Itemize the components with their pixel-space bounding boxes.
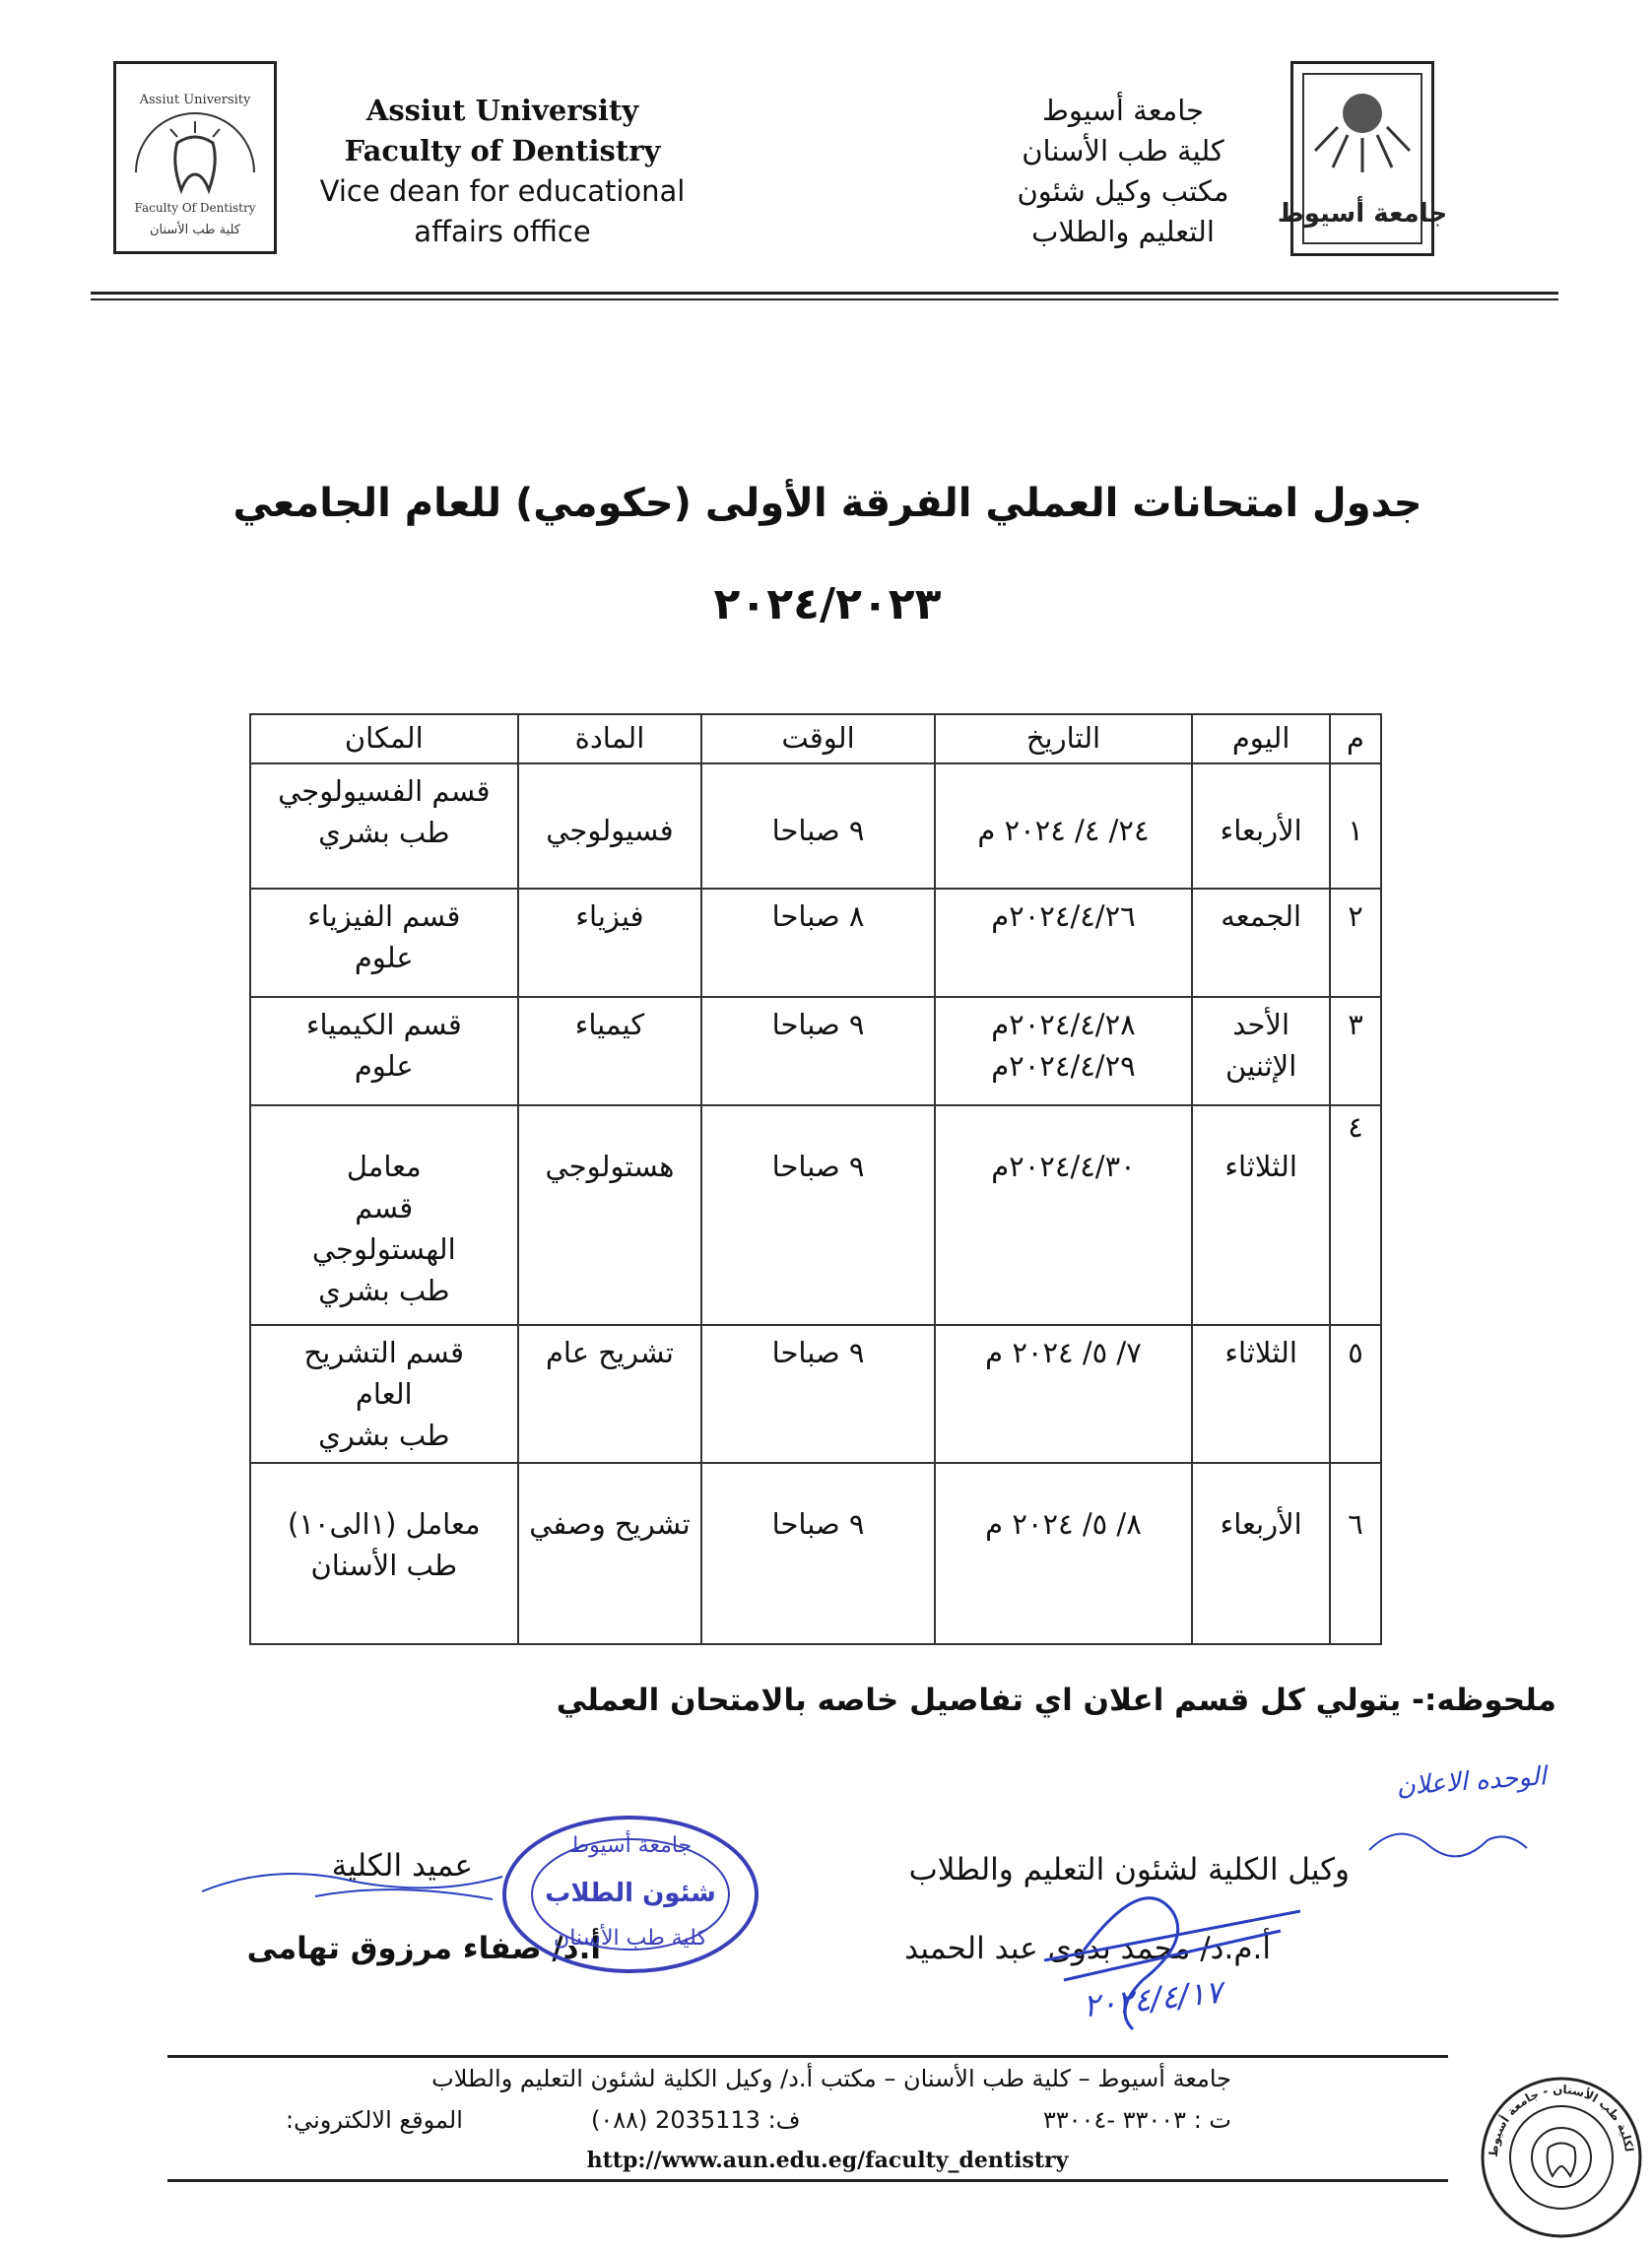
- row-date: ٨/ ٥/ ٢٠٢٤ م: [935, 1463, 1193, 1644]
- dean-signature-icon: [197, 1852, 512, 1911]
- row-day: [1192, 997, 1330, 1105]
- day-line: الإثنين: [1225, 1049, 1297, 1083]
- english-header: [296, 91, 709, 252]
- row-day: الأربعاء: [1192, 1463, 1330, 1644]
- header-ar-office-2: التعليم والطلاب: [1031, 215, 1215, 248]
- row-num: ١: [1330, 763, 1381, 889]
- place-line: قسم التشريح: [303, 1336, 465, 1369]
- table-row: [250, 889, 1381, 997]
- row-subject: فيزياء: [518, 889, 702, 997]
- header-ar-faculty: كلية طب الأسنان: [1022, 134, 1224, 167]
- header-rule-2: [91, 298, 1558, 300]
- row-time: ٩ صباحا: [701, 1105, 934, 1325]
- place-line: طب الأسنان: [310, 1549, 458, 1582]
- row-time: ٩ صباحا: [701, 997, 934, 1105]
- faculty-seal: [1478, 2074, 1645, 2241]
- day-line: الأحد: [1232, 1008, 1290, 1041]
- row-time: ٩ صباحا: [701, 1325, 934, 1463]
- col-header-num: م: [1330, 714, 1381, 763]
- row-num: ٦: [1330, 1463, 1381, 1644]
- col-header-day: اليوم: [1192, 714, 1330, 763]
- row-place: [250, 763, 518, 889]
- header-ar-office-1: مكتب وكيل شئون: [1017, 174, 1229, 208]
- row-time: ٨ صباحا: [701, 889, 934, 997]
- row-date: ٧/ ٥/ ٢٠٢٤ م: [935, 1325, 1193, 1463]
- table-row: [250, 1463, 1381, 1644]
- row-subject: تشريح عام: [518, 1325, 702, 1463]
- stamp-inner-text: كلية طب الأسنان: [554, 1926, 707, 1951]
- row-day: الأربعاء: [1192, 763, 1330, 889]
- col-header-subject: المادة: [518, 714, 702, 763]
- place-line: العام: [355, 1377, 413, 1411]
- logo-arabic-text: كلية طب الأسنان: [149, 223, 241, 237]
- vice-dean-title: وكيل الكلية لشئون التعليم والطلاب: [908, 1852, 1350, 1887]
- place-line: علوم: [354, 941, 414, 974]
- footer-phone: ت : ٣٣٠٠٣ -٣٣٠٠٤: [1042, 2106, 1231, 2134]
- row-place: [250, 889, 518, 997]
- dean-name: أ.د/ صفاء مرزوق تهامى: [246, 1931, 601, 1966]
- place-line: طب بشري: [318, 1274, 450, 1307]
- exam-note: ملحوظه:- يتولي كل قسم اعلان اي تفاصيل خاصه بالامتحان العملي: [556, 1683, 1556, 1718]
- table-row: [250, 763, 1381, 889]
- tooth-logo-icon: [116, 64, 274, 251]
- col-header-place: المكان: [250, 714, 518, 763]
- table-row: [250, 1105, 1381, 1325]
- page-title: جدول امتحانات العملي الفرقة الأولى (حكومي) للعام الجامعي: [232, 481, 1422, 526]
- row-num: ٤: [1330, 1105, 1381, 1325]
- handwritten-date: ٢٠٢٤/٤/١٧: [1081, 1972, 1224, 2025]
- footer-rule-2: [167, 2179, 1448, 2182]
- dean-title: عميد الكلية: [331, 1848, 473, 1884]
- arabic-header: [975, 91, 1271, 252]
- header-faculty: Faculty of Dentistry: [344, 134, 661, 167]
- place-line: قسم: [355, 1191, 414, 1225]
- place-line: الهستولوجي: [311, 1232, 456, 1266]
- row-place: [250, 1105, 518, 1325]
- handwritten-note: الوحده الاعلان: [1395, 1761, 1548, 1802]
- row-subject: تشريح وصفي: [518, 1463, 702, 1644]
- col-header-date: التاريخ: [935, 714, 1193, 763]
- row-subject: هستولوجي: [518, 1105, 702, 1325]
- row-time: ٩ صباحا: [701, 763, 934, 889]
- footer-website-label: الموقع الالكتروني:: [286, 2106, 463, 2134]
- stamp-oval-icon: [497, 1811, 763, 1978]
- header-rule: [91, 292, 1558, 295]
- place-line: طب بشري: [318, 1419, 450, 1452]
- row-subject: كيمياء: [518, 997, 702, 1105]
- university-logo-left: [113, 61, 277, 254]
- header-office-1: Vice dean for educational: [319, 174, 686, 208]
- place-line: علوم: [354, 1049, 414, 1083]
- stamp-mid-text: شئون الطلاب: [545, 1879, 716, 1908]
- row-num: ٥: [1330, 1325, 1381, 1463]
- row-place: [250, 997, 518, 1105]
- footer-rule: [167, 2055, 1448, 2058]
- logo-arc-text: Assiut University: [139, 93, 251, 107]
- footer-address: جامعة أسيوط – كلية طب الأسنان – مكتب أ.د/ وكيل الكلية لشئون التعليم والطلاب: [431, 2065, 1231, 2092]
- place-line: معامل: [346, 1150, 422, 1183]
- official-stamp: [497, 1811, 763, 1978]
- date-line: ٢٠٢٤/٤/٢٩م: [991, 1049, 1136, 1083]
- footer-url[interactable]: http://www.aun.edu.eg/faculty_dentistry: [586, 2148, 1069, 2173]
- row-day: الثلاثاء: [1192, 1105, 1330, 1325]
- header-university: Assiut University: [365, 94, 639, 127]
- table-row: [250, 997, 1381, 1105]
- vice-dean-name: أ.م.د/ محمد بدوى عبد الحميد: [904, 1931, 1271, 1966]
- row-date: ٢٠٢٤/٤/٣٠م: [935, 1105, 1193, 1325]
- place-line: معامل (١الى١٠): [288, 1507, 481, 1541]
- footer-fax: ف: 2035113 (٠٨٨): [591, 2106, 801, 2134]
- header-office-2: affairs office: [414, 215, 591, 248]
- date-line: ٢٠٢٤/٤/٢٨م: [991, 1008, 1136, 1041]
- place-line: طب بشري: [318, 816, 450, 849]
- university-logo-right: [1277, 61, 1448, 256]
- place-line: قسم الفسيولوجي: [278, 774, 491, 808]
- row-date: [935, 997, 1193, 1105]
- row-day: الجمعه: [1192, 889, 1330, 997]
- row-date: ٢٠٢٤/٤/٢٦م: [935, 889, 1193, 997]
- sun-logo-icon: [1277, 64, 1448, 253]
- row-place: [250, 1325, 518, 1463]
- seal-icon: [1478, 2074, 1645, 2241]
- row-time: ٩ صباحا: [701, 1463, 934, 1644]
- row-day: الثلاثاء: [1192, 1325, 1330, 1463]
- exam-schedule-table: [249, 713, 1382, 1645]
- place-line: قسم الكيمياء: [305, 1008, 462, 1041]
- row-num: ٣: [1330, 997, 1381, 1105]
- seal-text: لكلية طب الأسنان - جامعة أسيوط: [1486, 2082, 1636, 2158]
- row-num: ٢: [1330, 889, 1381, 997]
- handwritten-scribble-icon: [1359, 1811, 1537, 1870]
- academic-year: ٢٠٢٤/٢٠٢٣: [713, 579, 942, 629]
- logo-faculty-text: Faculty Of Dentistry: [134, 201, 256, 215]
- row-place: [250, 1463, 518, 1644]
- stamp-outer-text: جامعة أسيوط: [568, 1833, 693, 1858]
- row-date: ٢٤/ ٤/ ٢٠٢٤ م: [935, 763, 1193, 889]
- row-subject: فسيولوجي: [518, 763, 702, 889]
- header-ar-university: جامعة أسيوط: [1042, 94, 1204, 127]
- col-header-time: الوقت: [701, 714, 934, 763]
- place-line: قسم الفيزياء: [307, 899, 461, 933]
- table-header-row: [250, 714, 1381, 763]
- footer-contacts: [286, 2106, 1231, 2140]
- logo-right-text: جامعة أسيوط: [1277, 199, 1448, 229]
- table-row: [250, 1325, 1381, 1463]
